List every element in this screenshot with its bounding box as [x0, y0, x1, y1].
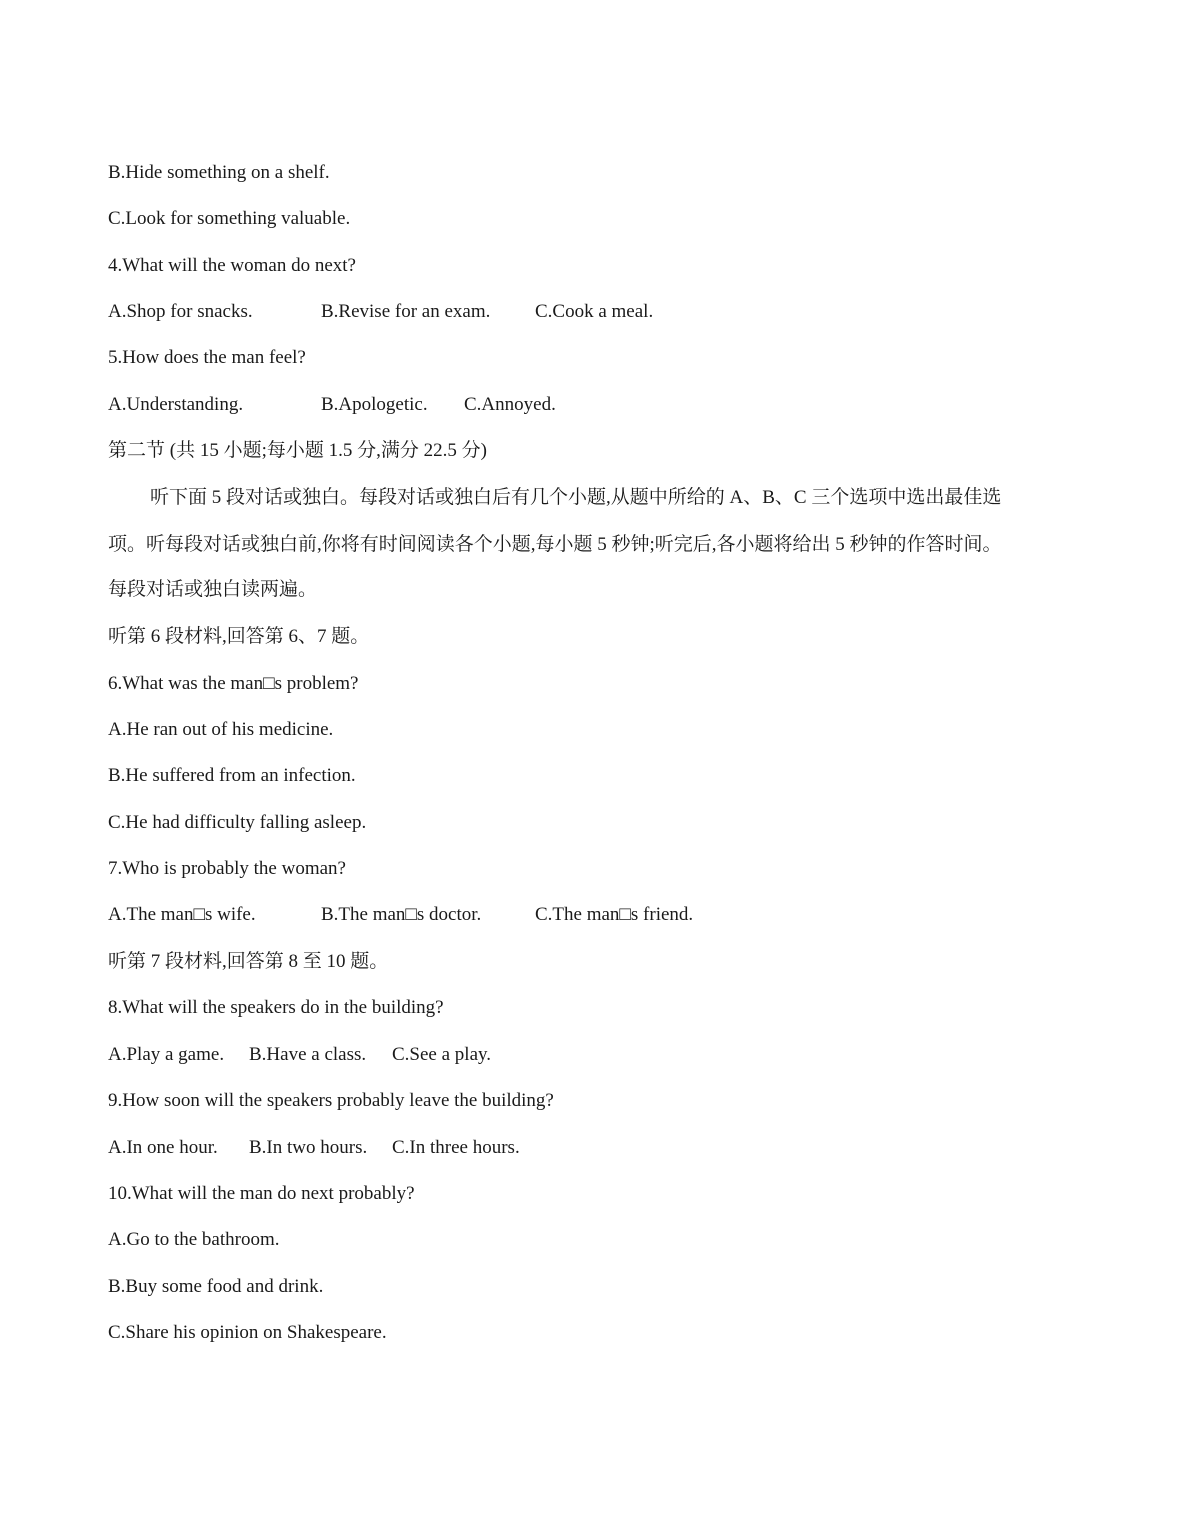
q9-option-b: B.In two hours. [249, 1137, 368, 1158]
question-10: 10.What will the man do next probably? [108, 1183, 415, 1204]
q3-option-c: C.Look for something valuable. [108, 208, 351, 229]
instructions-line-1: 听下面 5 段对话或独白。每段对话或独白后有几个小题,从题中所给的 A、B、C 三个选项中选出最佳选 [150, 487, 1002, 508]
q6-option-c: C.He had difficulty falling asleep. [108, 812, 367, 833]
q5-option-c: C.Annoyed. [464, 394, 556, 415]
q7-option-b: B.The man□s doctor. [321, 904, 482, 925]
question-6: 6.What was the man□s problem? [108, 673, 359, 694]
question-8: 8.What will the speakers do in the building? [108, 997, 444, 1018]
q7-option-c: C.The man□s friend. [535, 904, 694, 925]
section-2-instructions [108, 486, 1088, 606]
q4-option-c: C.Cook a meal. [535, 301, 654, 322]
q5-option-b: B.Apologetic. [321, 394, 428, 415]
question-5: 5.How does the man feel? [108, 347, 306, 368]
q9-option-a: A.In one hour. [108, 1137, 218, 1158]
q6-option-b: B.He suffered from an infection. [108, 765, 356, 786]
q6-option-a: A.He ran out of his medicine. [108, 719, 334, 740]
q8-option-a: A.Play a game. [108, 1044, 225, 1065]
q7-option-a: A.The man□s wife. [108, 904, 256, 925]
question-9: 9.How soon will the speakers probably leave the building? [108, 1090, 554, 1111]
q4-option-b: B.Revise for an exam. [321, 301, 491, 322]
q10-option-b: B.Buy some food and drink. [108, 1276, 324, 1297]
q10-option-c: C.Share his opinion on Shakespeare. [108, 1322, 387, 1343]
q5-option-a: A.Understanding. [108, 394, 244, 415]
section-2-title: 第二节 (共 15 小题;每小题 1.5 分,满分 22.5 分) [108, 440, 487, 461]
material-6-intro: 听第 6 段材料,回答第 6、7 题。 [108, 626, 370, 647]
instructions-line-3: 每段对话或独白读两遍。 [108, 579, 318, 600]
q10-option-a: A.Go to the bathroom. [108, 1229, 280, 1250]
q8-option-b: B.Have a class. [249, 1044, 367, 1065]
q9-option-c: C.In three hours. [392, 1137, 520, 1158]
question-7: 7.Who is probably the woman? [108, 858, 346, 879]
q3-option-b: B.Hide something on a shelf. [108, 162, 330, 183]
material-7-intro: 听第 7 段材料,回答第 8 至 10 题。 [108, 951, 389, 972]
instructions-line-2: 项。听每段对话或独白前,你将有时间阅读各个小题,每小题 5 秒钟;听完后,各小题将给出 5 秒钟的作答时间。 [108, 534, 1002, 555]
q8-option-c: C.See a play. [392, 1044, 492, 1065]
q4-option-a: A.Shop for snacks. [108, 301, 253, 322]
question-4: 4.What will the woman do next? [108, 255, 356, 276]
